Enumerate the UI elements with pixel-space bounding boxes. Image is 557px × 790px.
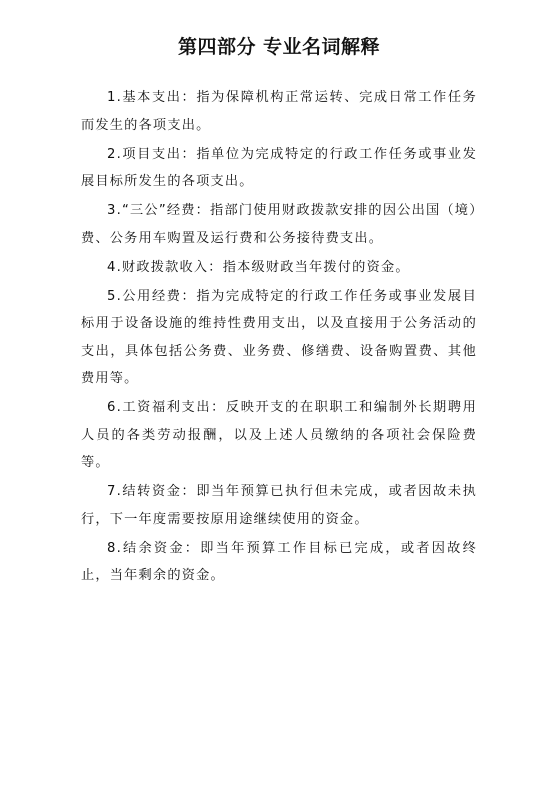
term-item-6: 6.工资福利支出：反映开支的在职职工和编制外长期聘用人员的各类劳动报酬，以及上述人员缴纳的各项社会保险费等。: [81, 400, 477, 470]
term-item-8: 8.结余资金：即当年预算工作目标已完成，或者因故终止，当年剩余的资金。: [81, 540, 477, 583]
term-list: [81, 84, 477, 590]
term-item-7: 7.结转资金：即当年预算已执行但未完成，或者因故未执行，下一年度需要按原用途继续使用的资金。: [81, 484, 477, 527]
term-item-3: 3.“三公”经费：指部门使用财政拨款安排的因公出国（境）费、公务用车购置及运行费和公务接待费支出。: [81, 203, 477, 246]
term-item-4: 4.财政拨款收入：指本级财政当年拨付的资金。: [107, 259, 410, 275]
term-item-5: 5.公用经费：指为完成特定的行政工作任务或事业发展目标用于设备设施的维持性费用支出，以及直接用于公务活动的支出，具体包括公务费、业务费、修缮费、设备购置费、其他费用等。: [81, 288, 477, 386]
term-item-2: 2.项目支出：指单位为完成特定的行政工作任务或事业发展目标所发生的各项支出。: [81, 146, 477, 189]
term-item-1: 1.基本支出：指为保障机构正常运转、完成日常工作任务而发生的各项支出。: [81, 90, 477, 133]
page-title: 第四部分 专业名词解释: [177, 36, 381, 58]
